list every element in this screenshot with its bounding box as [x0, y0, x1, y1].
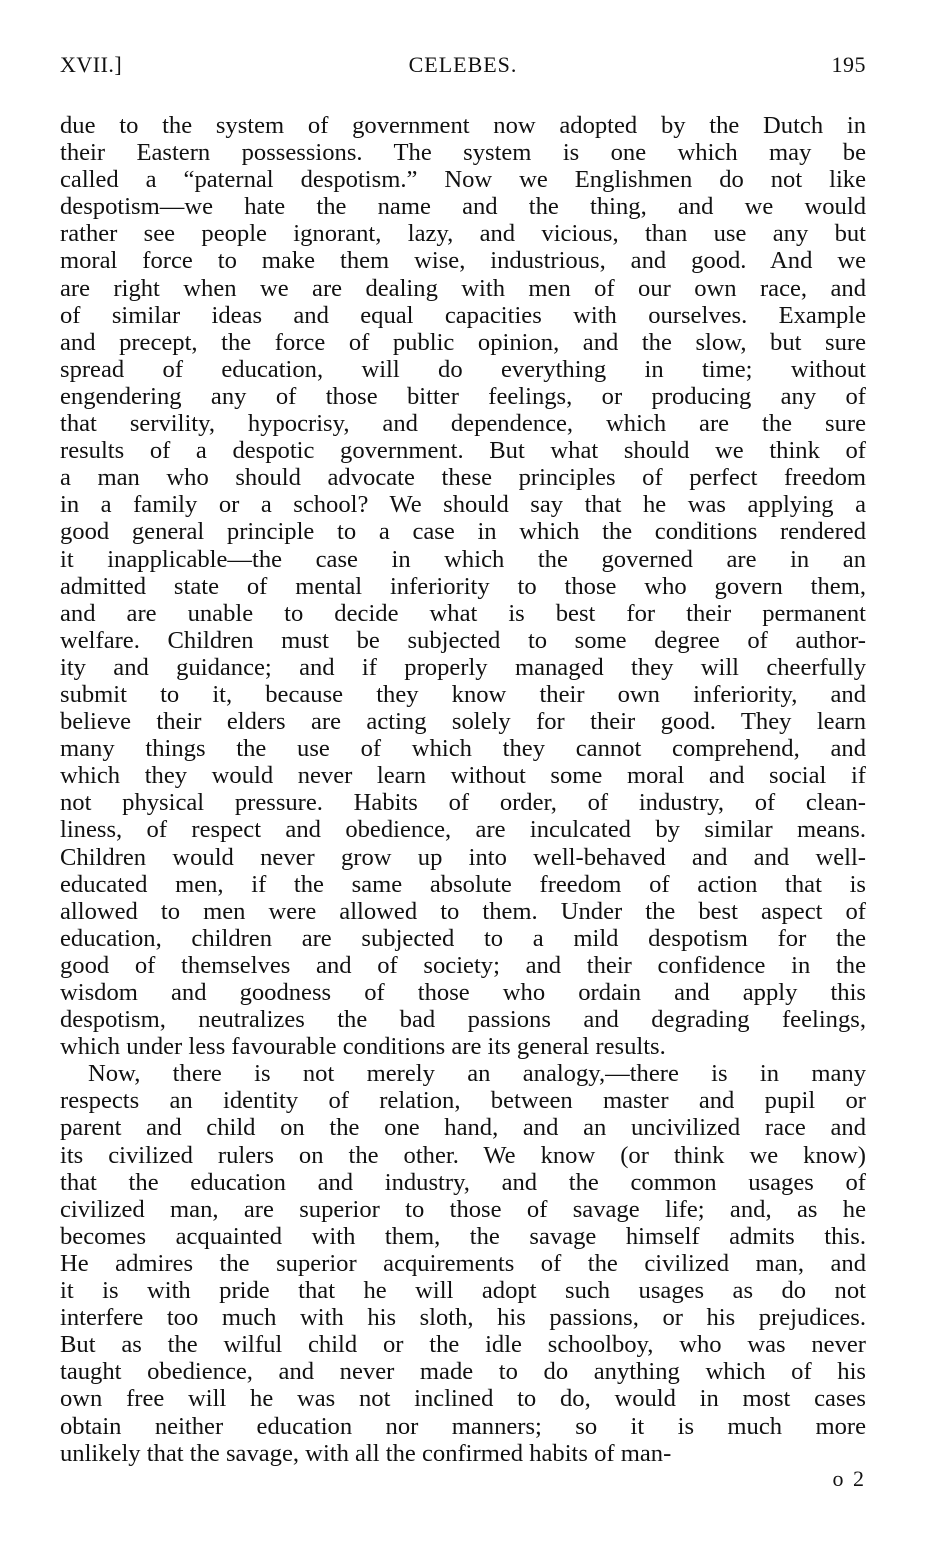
text-line: submit to it, because they know their own inferiority, and: [60, 680, 866, 708]
text-line: engendering any of those bitter feelings, or producing any of: [60, 382, 866, 410]
text-line: Now, there is not merely an analogy,—there is in many: [88, 1060, 866, 1088]
text-line: called a “paternal despotism.” Now we Englishmen do not like: [60, 166, 866, 194]
text-line: allowed to men were allowed to them. Under the best aspect of: [60, 897, 866, 925]
page-number: 195: [831, 52, 866, 77]
text-line: due to the system of government now adopted by the Dutch in: [60, 112, 866, 139]
text-line: wisdom and goodness of those who ordain and apply this: [60, 979, 866, 1006]
running-title: CELEBES.: [408, 52, 518, 77]
text-line: civilized man, are superior to those of savage life; and, as he: [60, 1195, 866, 1223]
text-line: their Eastern possessions. The system is one which may be: [60, 139, 866, 167]
text-line: which they would never learn without some moral and social if: [60, 762, 866, 790]
text-line: good of themselves and of society; and their confidence in the: [60, 951, 866, 979]
text-line: its civilized rulers on the other. We know (or think we know): [60, 1141, 866, 1169]
text-line: and precept, the force of public opinion, and the slow, but sure: [60, 328, 866, 356]
text-line: of similar ideas and equal capacities with ourselves. Example: [60, 301, 866, 329]
text-line: not physical pressure. Habits of order, of industry, of clean-: [60, 789, 866, 817]
text-line: liness, of respect and obedience, are inculcated by similar means.: [60, 816, 866, 844]
running-header: [60, 52, 866, 82]
text-line: But as the wilful child or the idle schoolboy, who was never: [60, 1331, 866, 1359]
text-line: educated men, if the same absolute freedom of action that is: [60, 870, 866, 898]
text-line: own free will he was not inclined to do, would in most cases: [60, 1385, 866, 1413]
text-line: many things the use of which they cannot comprehend, and: [60, 735, 866, 763]
text-line: despotism, neutralizes the bad passions and degrading feelings,: [60, 1006, 866, 1034]
text-line: good general principle to a case in which the conditions rendered: [60, 518, 866, 546]
text-line: obtain neither education nor manners; so it is much more: [60, 1412, 866, 1440]
text-line: in a family or a school? We should say that he was applying a: [60, 491, 866, 519]
body-text: [60, 112, 866, 1467]
text-line: a man who should advocate these principles of perfect freedom: [60, 464, 866, 492]
text-line: education, children are subjected to a mild despotism for the: [60, 924, 866, 952]
text-line: it is with pride that he will adopt such usages as do not: [60, 1277, 866, 1305]
text-line: taught obedience, and never made to do anything which of his: [60, 1358, 866, 1386]
text-line: it inapplicable—the case in which the governed are in an: [60, 545, 866, 573]
text-line: admitted state of mental inferiority to those who govern them,: [60, 572, 866, 600]
text-line: ity and guidance; and if properly managed they will cheerfully: [60, 653, 866, 681]
text-line: moral force to make them wise, industrious, and good. And we: [60, 247, 866, 275]
text-line: respects an identity of relation, between master and pupil or: [60, 1087, 866, 1115]
text-line: that servility, hypocrisy, and dependence, which are the sure: [60, 410, 866, 438]
text-line: that the education and industry, and the common usages of: [60, 1168, 866, 1196]
text-line: which under less favourable conditions are its general results.: [60, 1033, 666, 1061]
signature-mark: o 2: [832, 1466, 866, 1491]
text-line: spread of education, will do everything in time; without: [60, 355, 866, 383]
text-line: parent and child on the one hand, and an uncivilized race and: [60, 1114, 866, 1142]
text-line: welfare. Children must be subjected to some degree of author-: [60, 626, 866, 654]
text-line: interfere too much with his sloth, his passions, or his prejudices.: [60, 1304, 866, 1332]
text-line: despotism—we hate the name and the thing, and we would: [60, 193, 866, 221]
text-line: unlikely that the savage, with all the confirmed habits of man-: [60, 1439, 672, 1467]
chapter-marker: XVII.]: [60, 52, 123, 77]
text-line: and are unable to decide what is best for their permanent: [60, 599, 866, 627]
text-line: rather see people ignorant, lazy, and vicious, than use any but: [60, 220, 866, 248]
text-line: are right when we are dealing with men of our own race, and: [60, 274, 866, 302]
text-line: He admires the superior acquirements of the civilized man, and: [60, 1249, 866, 1277]
text-line: becomes acquainted with them, the savage himself admits this.: [60, 1222, 866, 1250]
text-line: Children would never grow up into well-behaved and and well-: [60, 843, 866, 871]
text-line: believe their elders are acting solely for their good. They learn: [60, 708, 866, 736]
text-line: results of a despotic government. But what should we think of: [60, 437, 866, 465]
